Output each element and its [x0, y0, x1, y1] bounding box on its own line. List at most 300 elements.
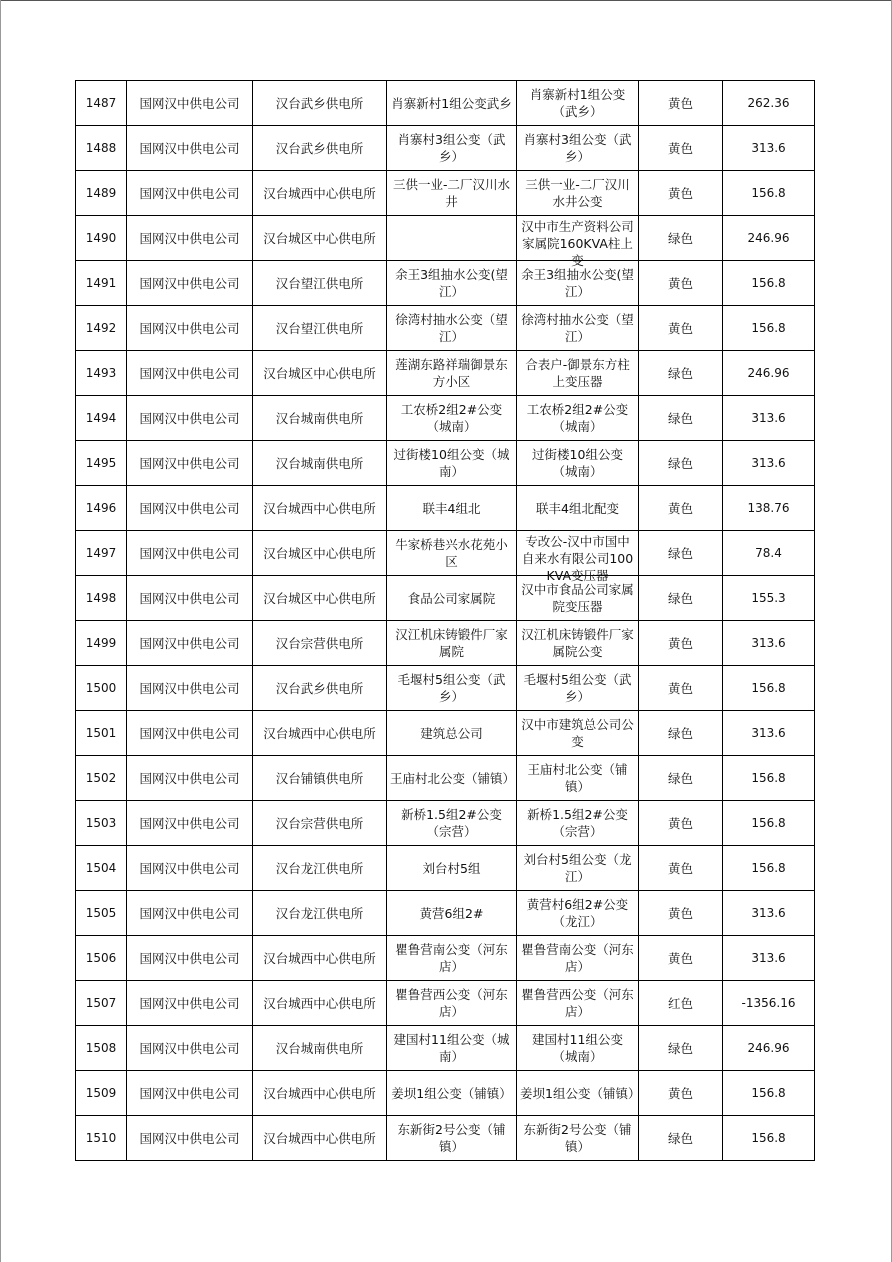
company-cell-text: 国网汉中供电公司	[139, 1130, 240, 1146]
color-status-cell	[639, 621, 723, 666]
line-name-cell	[387, 261, 517, 306]
row-number-cell-text: 1510	[85, 1130, 117, 1145]
color-status-cell-text: 绿色	[667, 725, 693, 741]
color-status-cell	[639, 846, 723, 891]
line-name-cell-text: 余王3组抽水公变(望江）	[395, 267, 508, 299]
table-row	[76, 81, 815, 126]
company-cell-text: 国网汉中供电公司	[139, 770, 240, 786]
company-cell-text: 国网汉中供电公司	[139, 860, 240, 876]
station-cell	[253, 936, 387, 981]
transformer-cell-text: 王庙村北公变（铺镇）	[527, 762, 628, 794]
transformer-cell-text: 东新街2号公变（铺镇）	[523, 1122, 632, 1154]
color-status-cell	[639, 351, 723, 396]
color-status-cell-text: 黄色	[667, 950, 693, 966]
color-status-cell-text: 绿色	[667, 230, 693, 246]
company-cell-text: 国网汉中供电公司	[139, 545, 240, 561]
value-cell	[723, 801, 815, 846]
company-cell-text: 国网汉中供电公司	[139, 1040, 240, 1056]
row-number-cell	[76, 351, 127, 396]
company-cell	[127, 171, 253, 216]
station-cell	[253, 666, 387, 711]
row-number-cell-text: 1490	[85, 230, 117, 245]
row-number-cell	[76, 801, 127, 846]
row-number-cell-text: 1491	[85, 275, 117, 290]
line-name-cell	[387, 81, 517, 126]
transformer-cell	[517, 81, 639, 126]
value-cell	[723, 666, 815, 711]
transformer-cell	[517, 396, 639, 441]
table-row	[76, 486, 815, 531]
row-number-cell	[76, 216, 127, 261]
row-number-cell-text: 1502	[85, 770, 117, 785]
company-cell	[127, 801, 253, 846]
line-name-cell-text: 新桥1.5组2#公变（宗营）	[401, 807, 502, 839]
line-name-cell-text: 三供一业-二厂汉川水井	[392, 177, 510, 209]
company-cell	[127, 666, 253, 711]
color-status-cell-text: 绿色	[667, 590, 693, 606]
line-name-cell	[387, 801, 517, 846]
line-name-cell	[387, 1071, 517, 1116]
color-status-cell-text: 绿色	[667, 455, 693, 471]
color-status-cell	[639, 1026, 723, 1071]
transformer-cell-text: 姜坝1组公变（铺镇）	[520, 1085, 641, 1101]
station-cell-text: 汉台龙江供电所	[275, 905, 364, 921]
company-cell-text: 国网汉中供电公司	[139, 635, 240, 651]
line-name-cell	[387, 216, 517, 261]
station-cell-text: 汉台武乡供电所	[275, 140, 364, 156]
station-cell-text: 汉台城西中心供电所	[263, 185, 376, 201]
value-cell-text: 313.6	[751, 410, 786, 425]
company-cell	[127, 486, 253, 531]
value-cell-text: 156.8	[751, 320, 786, 335]
line-name-cell	[387, 306, 517, 351]
company-cell-text: 国网汉中供电公司	[139, 1085, 240, 1101]
station-cell-text: 汉台城西中心供电所	[263, 1085, 376, 1101]
line-name-cell-text: 过街楼10组公变（城南）	[393, 447, 510, 479]
value-cell	[723, 216, 815, 261]
row-number-cell	[76, 1071, 127, 1116]
transformer-cell	[517, 351, 639, 396]
value-cell	[723, 306, 815, 351]
value-cell	[723, 846, 815, 891]
transformer-cell	[517, 621, 639, 666]
value-cell-text: 78.4	[755, 545, 782, 560]
station-cell-text: 汉台武乡供电所	[275, 680, 364, 696]
company-cell-text: 国网汉中供电公司	[139, 140, 240, 156]
line-name-cell	[387, 846, 517, 891]
row-number-cell-text: 1494	[85, 410, 117, 425]
company-cell	[127, 306, 253, 351]
table-row	[76, 756, 815, 801]
color-status-cell	[639, 171, 723, 216]
line-name-cell	[387, 576, 517, 621]
transformer-cell	[517, 171, 639, 216]
value-cell-text: 246.96	[747, 230, 790, 245]
color-status-cell	[639, 396, 723, 441]
table-row	[76, 396, 815, 441]
line-name-cell	[387, 486, 517, 531]
color-status-cell	[639, 981, 723, 1026]
transformer-cell	[517, 936, 639, 981]
value-cell-text: -1356.16	[741, 995, 796, 1010]
value-cell-text: 313.6	[751, 725, 786, 740]
line-name-cell-text: 瞿鲁营西公变（河东店）	[395, 987, 508, 1019]
transformer-cell-text: 三供一业-二厂汉川水井公变	[525, 177, 630, 209]
company-cell-text: 国网汉中供电公司	[139, 995, 240, 1011]
transformer-cell	[517, 801, 639, 846]
row-number-cell	[76, 396, 127, 441]
line-name-cell-text: 联丰4组北	[422, 500, 481, 516]
color-status-cell	[639, 576, 723, 621]
value-cell	[723, 1071, 815, 1116]
station-cell-text: 汉台城西中心供电所	[263, 995, 376, 1011]
station-cell-text: 汉台武乡供电所	[275, 95, 364, 111]
value-cell-text: 246.96	[747, 365, 790, 380]
color-status-cell-text: 黄色	[667, 815, 693, 831]
color-status-cell-text: 绿色	[667, 770, 693, 786]
value-cell	[723, 351, 815, 396]
station-cell-text: 汉台城南供电所	[275, 1040, 364, 1056]
color-status-cell	[639, 261, 723, 306]
line-name-cell	[387, 936, 517, 981]
company-cell-text: 国网汉中供电公司	[139, 905, 240, 921]
company-cell	[127, 576, 253, 621]
line-name-cell-text: 王庙村北公变（铺镇）	[390, 770, 516, 786]
company-cell-text: 国网汉中供电公司	[139, 950, 240, 966]
color-status-cell-text: 黄色	[667, 905, 693, 921]
line-name-cell	[387, 711, 517, 756]
company-cell	[127, 846, 253, 891]
row-number-cell	[76, 576, 127, 621]
station-cell-text: 汉台城区中心供电所	[263, 230, 376, 246]
value-cell-text: 246.96	[747, 1040, 790, 1055]
value-cell-text: 156.8	[751, 185, 786, 200]
station-cell	[253, 621, 387, 666]
table-row	[76, 936, 815, 981]
station-cell	[253, 756, 387, 801]
company-cell	[127, 981, 253, 1026]
company-cell	[127, 441, 253, 486]
row-number-cell-text: 1508	[85, 1040, 117, 1055]
station-cell-text: 汉台城西中心供电所	[263, 1130, 376, 1146]
line-name-cell-text: 黄营6组2#	[419, 905, 484, 921]
line-name-cell	[387, 1026, 517, 1071]
transformer-cell-text: 刘台村5组公变（龙江）	[523, 852, 632, 884]
station-cell	[253, 1116, 387, 1161]
line-name-cell	[387, 126, 517, 171]
table-row	[76, 216, 815, 261]
transformer-cell-text: 工农桥2组2#公变（城南）	[526, 402, 629, 434]
line-name-cell-text: 肖寨村3组公变（武乡）	[397, 132, 506, 164]
value-cell-text: 313.6	[751, 635, 786, 650]
company-cell	[127, 126, 253, 171]
company-cell-text: 国网汉中供电公司	[139, 275, 240, 291]
color-status-cell-text: 黄色	[667, 500, 693, 516]
row-number-cell	[76, 1026, 127, 1071]
color-status-cell-text: 绿色	[667, 1040, 693, 1056]
transformer-cell	[517, 1026, 639, 1071]
transformer-cell-text: 肖寨村3组公变（武乡）	[523, 132, 632, 164]
table-row	[76, 126, 815, 171]
transformer-cell	[517, 1071, 639, 1116]
station-cell-text: 汉台铺镇供电所	[275, 770, 364, 786]
transformer-cell-text: 专改公-汉中市国中自来水有限公司100KVA变压器	[521, 534, 634, 583]
company-cell-text: 国网汉中供电公司	[139, 500, 240, 516]
company-cell	[127, 936, 253, 981]
table-row	[76, 261, 815, 306]
station-cell	[253, 981, 387, 1026]
station-cell-text: 汉台城西中心供电所	[263, 725, 376, 741]
station-cell-text: 汉台宗营供电所	[275, 815, 364, 831]
transformer-cell-text: 汉江机床铸锻件厂家属院公变	[521, 627, 634, 659]
row-number-cell	[76, 891, 127, 936]
row-number-cell	[76, 981, 127, 1026]
value-cell	[723, 981, 815, 1026]
station-cell	[253, 81, 387, 126]
line-name-cell	[387, 396, 517, 441]
color-status-cell	[639, 666, 723, 711]
row-number-cell-text: 1501	[85, 725, 117, 740]
line-name-cell-text: 建国村11组公变（城南）	[393, 1032, 510, 1064]
page-left-border	[0, 0, 1, 1262]
value-cell-text: 313.6	[751, 905, 786, 920]
table-row	[76, 1026, 815, 1071]
station-cell-text: 汉台城区中心供电所	[263, 545, 376, 561]
page-top-border	[0, 0, 892, 1]
value-cell-text: 155.3	[751, 590, 786, 605]
transformer-cell-text: 肖寨新村1组公变（武乡）	[529, 87, 626, 119]
table-row	[76, 1116, 815, 1161]
line-name-cell-text: 莲湖东路祥瑞御景东方小区	[395, 357, 508, 389]
row-number-cell	[76, 486, 127, 531]
transformer-cell	[517, 981, 639, 1026]
station-cell-text: 汉台宗营供电所	[275, 635, 364, 651]
transformer-cell-text: 过街楼10组公变（城南）	[532, 447, 623, 479]
transformer-cell	[517, 576, 639, 621]
station-cell	[253, 891, 387, 936]
color-status-cell-text: 绿色	[667, 1130, 693, 1146]
color-status-cell-text: 黄色	[667, 275, 693, 291]
station-cell	[253, 486, 387, 531]
company-cell-text: 国网汉中供电公司	[139, 95, 240, 111]
value-cell	[723, 81, 815, 126]
station-cell	[253, 261, 387, 306]
line-name-cell-text: 刘台村5组	[422, 860, 481, 876]
transformer-cell	[517, 666, 639, 711]
data-table	[75, 80, 815, 1161]
company-cell-text: 国网汉中供电公司	[139, 365, 240, 381]
station-cell-text: 汉台城区中心供电所	[263, 590, 376, 606]
company-cell	[127, 261, 253, 306]
value-cell-text: 138.76	[747, 500, 790, 515]
line-name-cell-text: 徐湾村抽水公变（望江）	[395, 312, 508, 344]
station-cell-text: 汉台城南供电所	[275, 455, 364, 471]
transformer-cell-text: 汉中市食品公司家属院变压器	[521, 582, 634, 614]
table-row	[76, 621, 815, 666]
row-number-cell	[76, 846, 127, 891]
station-cell-text: 汉台望江供电所	[275, 275, 364, 291]
row-number-cell	[76, 306, 127, 351]
row-number-cell-text: 1493	[85, 365, 117, 380]
company-cell	[127, 1116, 253, 1161]
line-name-cell-text: 姜坝1组公变（铺镇）	[391, 1085, 512, 1101]
row-number-cell-text: 1487	[85, 95, 117, 110]
value-cell-text: 156.8	[751, 815, 786, 830]
value-cell-text: 156.8	[751, 860, 786, 875]
row-number-cell-text: 1488	[85, 140, 117, 155]
station-cell	[253, 351, 387, 396]
transformer-cell	[517, 531, 639, 583]
company-cell	[127, 396, 253, 441]
line-name-cell	[387, 981, 517, 1026]
company-cell	[127, 621, 253, 666]
station-cell-text: 汉台城区中心供电所	[263, 365, 376, 381]
station-cell	[253, 576, 387, 621]
station-cell-text: 汉台望江供电所	[275, 320, 364, 336]
line-name-cell	[387, 891, 517, 936]
row-number-cell	[76, 666, 127, 711]
company-cell	[127, 1026, 253, 1071]
company-cell	[127, 711, 253, 756]
color-status-cell	[639, 216, 723, 261]
transformer-cell	[517, 486, 639, 531]
row-number-cell	[76, 441, 127, 486]
transformer-cell	[517, 216, 639, 268]
line-name-cell-text: 毛堰村5组公变（武乡）	[397, 672, 506, 704]
line-name-cell	[387, 441, 517, 486]
table-row	[76, 441, 815, 486]
company-cell-text: 国网汉中供电公司	[139, 320, 240, 336]
value-cell	[723, 396, 815, 441]
line-name-cell	[387, 351, 517, 396]
table-row	[76, 306, 815, 351]
station-cell-text: 汉台城西中心供电所	[263, 950, 376, 966]
row-number-cell-text: 1505	[85, 905, 117, 920]
row-number-cell-text: 1500	[85, 680, 117, 695]
line-name-cell-text: 东新街2号公变（铺镇）	[397, 1122, 506, 1154]
row-number-cell	[76, 171, 127, 216]
value-cell-text: 262.36	[747, 95, 790, 110]
value-cell	[723, 441, 815, 486]
color-status-cell	[639, 486, 723, 531]
color-status-cell-text: 黄色	[667, 635, 693, 651]
station-cell-text: 汉台城南供电所	[275, 410, 364, 426]
color-status-cell-text: 黄色	[667, 185, 693, 201]
color-status-cell-text: 绿色	[667, 545, 693, 561]
table-row	[76, 531, 815, 576]
company-cell	[127, 216, 253, 261]
transformer-cell-text: 汉中市建筑总公司公变	[521, 717, 634, 749]
line-name-cell	[387, 171, 517, 216]
company-cell	[127, 891, 253, 936]
company-cell	[127, 1071, 253, 1116]
value-cell	[723, 621, 815, 666]
value-cell	[723, 171, 815, 216]
value-cell	[723, 576, 815, 621]
transformer-cell	[517, 126, 639, 171]
line-name-cell	[387, 666, 517, 711]
row-number-cell	[76, 756, 127, 801]
row-number-cell	[76, 126, 127, 171]
company-cell-text: 国网汉中供电公司	[139, 455, 240, 471]
line-name-cell-text: 肖寨新村1组公变武乡	[391, 95, 512, 111]
row-number-cell	[76, 1116, 127, 1161]
color-status-cell	[639, 441, 723, 486]
station-cell	[253, 1026, 387, 1071]
color-status-cell-text: 红色	[667, 995, 693, 1011]
company-cell-text: 国网汉中供电公司	[139, 680, 240, 696]
table-body	[76, 81, 815, 1161]
row-number-cell-text: 1506	[85, 950, 117, 965]
company-cell-text: 国网汉中供电公司	[139, 815, 240, 831]
value-cell	[723, 126, 815, 171]
transformer-cell	[517, 441, 639, 486]
color-status-cell-text: 黄色	[667, 320, 693, 336]
row-number-cell-text: 1492	[85, 320, 117, 335]
station-cell-text: 汉台城西中心供电所	[263, 500, 376, 516]
row-number-cell	[76, 621, 127, 666]
table-row	[76, 891, 815, 936]
value-cell-text: 313.6	[751, 455, 786, 470]
color-status-cell	[639, 306, 723, 351]
station-cell	[253, 306, 387, 351]
station-cell-text: 汉台龙江供电所	[275, 860, 364, 876]
station-cell	[253, 171, 387, 216]
line-name-cell-text: 建筑总公司	[420, 725, 483, 741]
line-name-cell-text: 工农桥2组2#公变（城南）	[400, 402, 503, 434]
color-status-cell-text: 绿色	[667, 365, 693, 381]
company-cell	[127, 81, 253, 126]
row-number-cell-text: 1499	[85, 635, 117, 650]
row-number-cell-text: 1498	[85, 590, 117, 605]
transformer-cell-text: 余王3组抽水公变(望江）	[521, 267, 634, 299]
company-cell-text: 国网汉中供电公司	[139, 410, 240, 426]
color-status-cell-text: 黄色	[667, 95, 693, 111]
transformer-cell-text: 瞿鲁营南公变（河东店）	[521, 942, 634, 974]
transformer-cell	[517, 711, 639, 756]
line-name-cell	[387, 756, 517, 801]
transformer-cell	[517, 1116, 639, 1161]
color-status-cell-text: 绿色	[667, 410, 693, 426]
value-cell	[723, 756, 815, 801]
color-status-cell-text: 黄色	[667, 140, 693, 156]
transformer-cell	[517, 891, 639, 936]
color-status-cell	[639, 891, 723, 936]
color-status-cell	[639, 711, 723, 756]
company-cell	[127, 531, 253, 576]
transformer-cell-text: 联丰4组北配变	[536, 500, 619, 516]
company-cell-text: 国网汉中供电公司	[139, 185, 240, 201]
table-row	[76, 666, 815, 711]
value-cell	[723, 1026, 815, 1071]
row-number-cell	[76, 81, 127, 126]
color-status-cell	[639, 81, 723, 126]
value-cell-text: 313.6	[751, 140, 786, 155]
transformer-cell	[517, 756, 639, 801]
transformer-cell-text: 合表户-御景东方柱上变压器	[525, 357, 630, 389]
value-cell-text: 156.8	[751, 275, 786, 290]
transformer-cell-text: 瞿鲁营西公变（河东店）	[521, 987, 634, 1019]
row-number-cell	[76, 711, 127, 756]
table-row	[76, 1071, 815, 1116]
row-number-cell-text: 1495	[85, 455, 117, 470]
station-cell	[253, 801, 387, 846]
value-cell-text: 156.8	[751, 1085, 786, 1100]
value-cell	[723, 1116, 815, 1161]
transformer-cell	[517, 306, 639, 351]
value-cell	[723, 711, 815, 756]
transformer-cell-text: 新桥1.5组2#公变（宗营）	[527, 807, 628, 839]
